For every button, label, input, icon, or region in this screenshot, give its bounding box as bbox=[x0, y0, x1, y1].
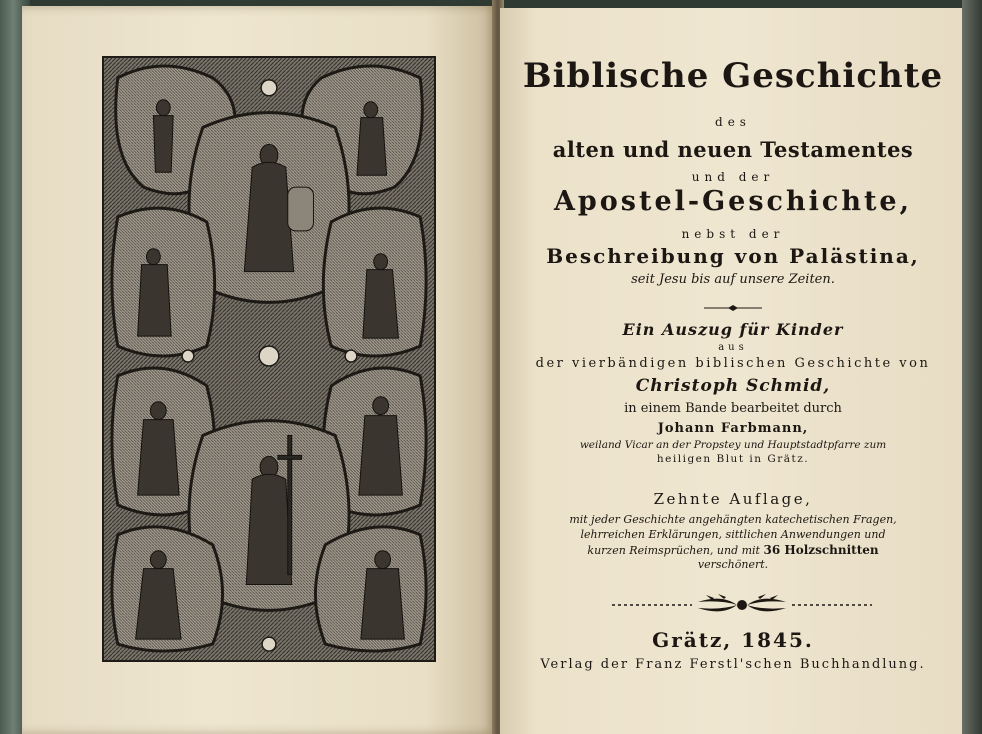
edition-description-2: lehrreichen Erklärungen, sittlichen Anwendungen und bbox=[580, 528, 886, 541]
title-testaments: alten und neuen Testamentes bbox=[552, 137, 914, 162]
frontispiece-engraving bbox=[102, 56, 436, 662]
subtitle-vierbaendig: der vierbändigen biblischen Geschichte von bbox=[535, 356, 931, 371]
floral-ornament bbox=[612, 590, 872, 620]
edition-description-4: verschönert. bbox=[697, 558, 769, 571]
author-name: Christoph Schmid, bbox=[635, 376, 831, 396]
edition-description-3 bbox=[500, 543, 966, 557]
book-title: Biblische Geschichte bbox=[522, 56, 944, 96]
editor-description: weiland Vicar an der Propstey und Hauptstadtpfarre zum bbox=[579, 439, 887, 451]
title-apostel: Apostel-Geschichte, bbox=[553, 186, 913, 217]
subtitle-einem-bande: in einem Bande bearbeitet durch bbox=[624, 401, 842, 416]
subtitle-aus: aus bbox=[718, 342, 748, 353]
edition-description-1: mit jeder Geschichte angehängten katechetischen Fragen, bbox=[569, 513, 897, 526]
title-des: des bbox=[715, 115, 751, 129]
woodcut-count: 36 Holzschnitten bbox=[763, 543, 879, 557]
title-nebst-der: nebst der bbox=[681, 227, 785, 241]
subtitle-auszug: Ein Auszug für Kinder bbox=[622, 320, 844, 339]
editor-description-2: heiligen Blut in Grätz. bbox=[656, 453, 810, 465]
divider-rule bbox=[704, 304, 762, 312]
title-palaestina: Beschreibung von Palästina, bbox=[546, 244, 920, 268]
publisher: Verlag der Franz Ferstl'schen Buchhandlung. bbox=[540, 657, 926, 672]
place-year: Grätz, 1845. bbox=[652, 628, 814, 652]
title-seit: seit Jesu bis auf unsere Zeiten. bbox=[631, 272, 835, 287]
editor-name: Johann Farbmann, bbox=[657, 421, 809, 436]
engraving-artwork bbox=[104, 58, 434, 660]
edition-description-3a: kurzen Reimsprüchen, und mit bbox=[587, 544, 760, 557]
edition-statement: Zehnte Auflage, bbox=[653, 490, 813, 508]
title-und-der: und der bbox=[691, 170, 775, 184]
